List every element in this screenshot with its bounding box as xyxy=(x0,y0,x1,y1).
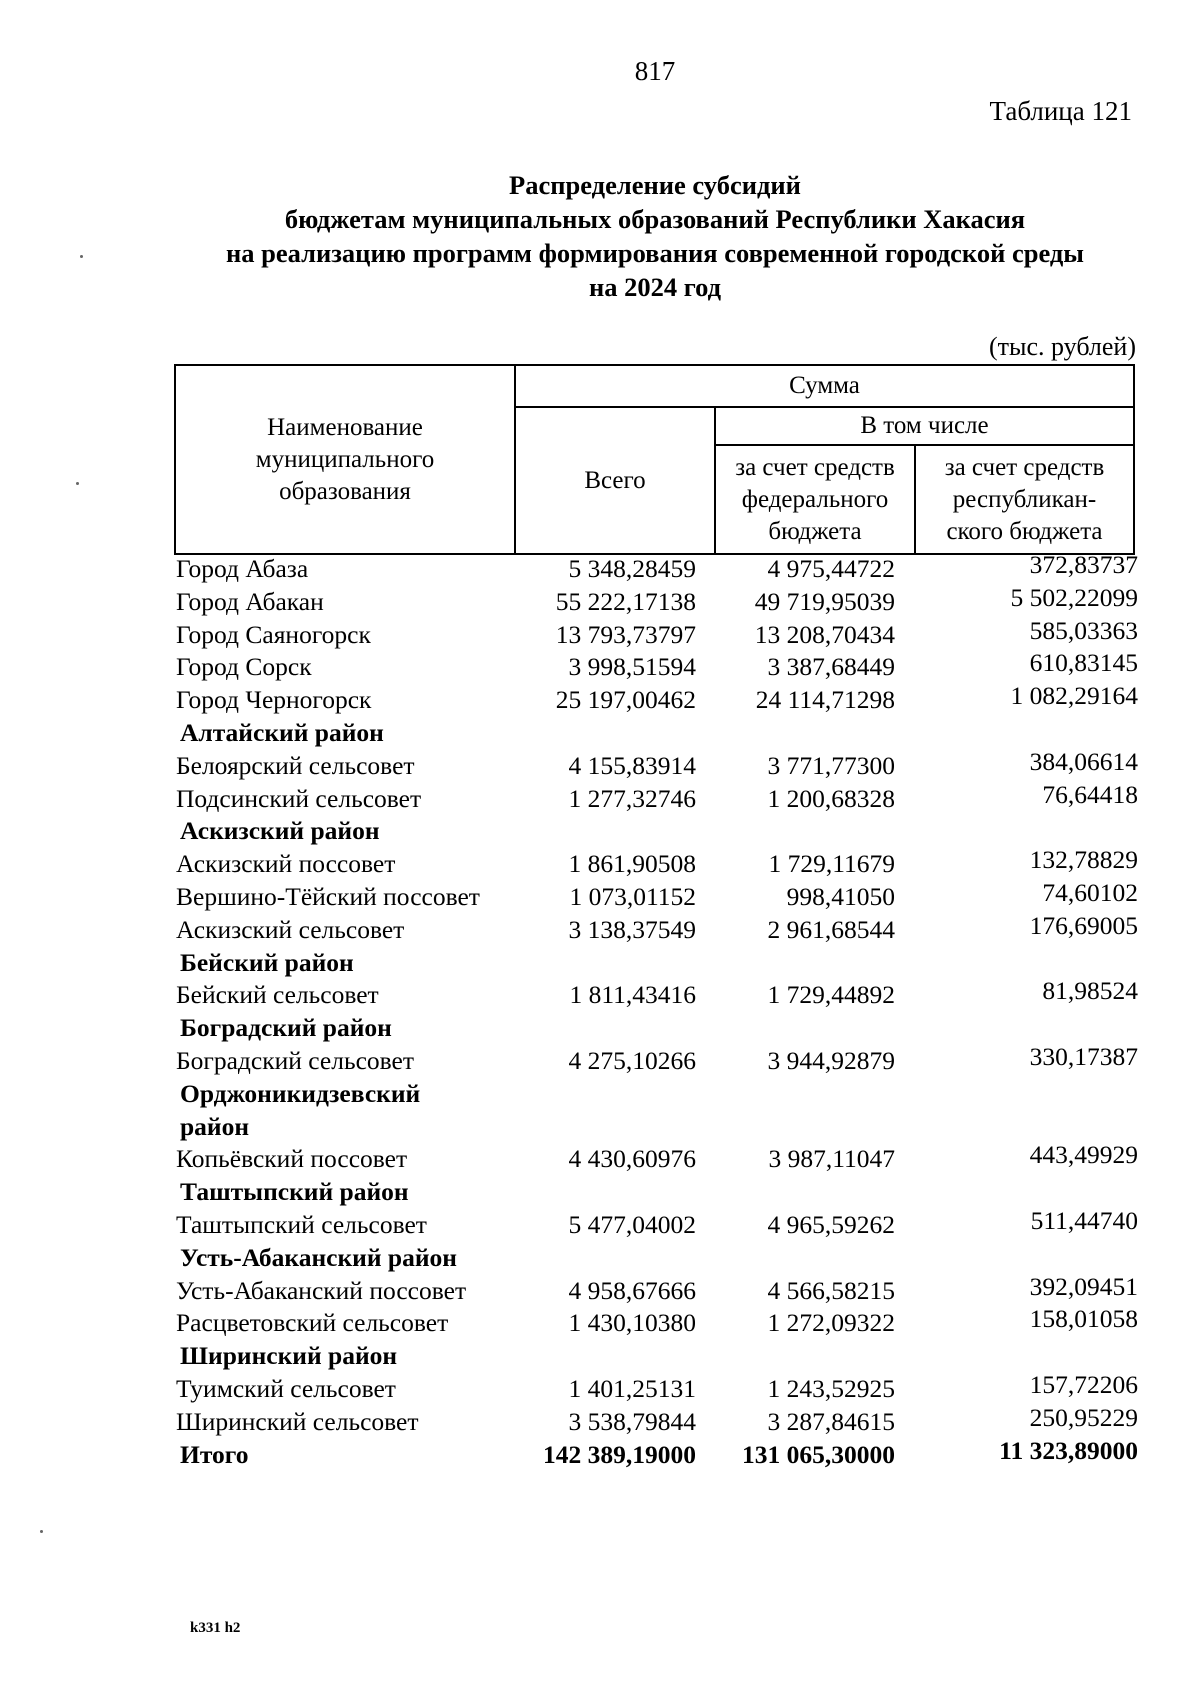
municipality-name: Вершино-Тёйский поссовет xyxy=(176,881,480,911)
municipality-name: Город Саяногорск xyxy=(176,619,371,649)
republic-amount: 610,83145 xyxy=(1029,648,1138,678)
header-federal-line-2: федерального xyxy=(741,485,889,513)
municipality-name: Аскизский сельсовет xyxy=(176,914,405,944)
total-amount: 3 138,37549 xyxy=(568,914,696,944)
section-row xyxy=(174,1176,1140,1209)
table-row xyxy=(174,1205,1140,1242)
total-amount: 1 811,43416 xyxy=(569,980,696,1010)
republic-amount: 5 502,22099 xyxy=(1010,582,1138,612)
federal-amount: 3 287,84615 xyxy=(767,1406,895,1436)
republic-amount: 384,06614 xyxy=(1029,746,1138,776)
table-row xyxy=(174,1369,1140,1406)
table-row xyxy=(174,648,1140,684)
total-amount: 1 861,90508 xyxy=(568,849,696,879)
total-amount: 142 389,19000 xyxy=(543,1439,696,1469)
scan-speck xyxy=(76,482,79,485)
federal-amount: 24 114,71298 xyxy=(755,685,895,715)
scan-speck xyxy=(40,1530,43,1533)
header-republic-line-1: за счет средств xyxy=(944,453,1105,481)
total-amount: 1 073,01152 xyxy=(569,881,696,911)
section-row xyxy=(174,947,1140,980)
header-sum-cell: Сумма xyxy=(515,365,1134,407)
table-row xyxy=(174,976,1140,1012)
republic-amount: 132,78829 xyxy=(1029,845,1138,875)
total-amount: 5 477,04002 xyxy=(568,1209,696,1239)
municipality-name: Ширинский сельсовет xyxy=(176,1406,419,1436)
table-row xyxy=(174,779,1140,816)
footer-code: k331 h2 xyxy=(190,1620,241,1636)
header-republic-line-3: ского бюджета xyxy=(946,517,1103,545)
republic-amount: 1 082,29164 xyxy=(1010,681,1138,711)
republic-amount: 81,98524 xyxy=(1042,976,1138,1006)
header-total-cell: Всего xyxy=(515,407,715,554)
municipality-name: Аскизский поссовет xyxy=(176,849,396,879)
republic-amount: 330,17387 xyxy=(1029,1041,1138,1071)
municipality-name: Город Сорск xyxy=(176,652,312,682)
total-amount: 1 401,25131 xyxy=(568,1373,696,1403)
federal-amount: 4 965,59262 xyxy=(767,1209,895,1239)
header-federal-line-1: за счет средств xyxy=(735,453,895,481)
municipality-name: Подсинский сельсовет xyxy=(176,783,422,813)
total-amount: 4 958,67666 xyxy=(568,1275,696,1305)
total-amount: 1 277,32746 xyxy=(568,783,696,813)
district-name: Аскизский район xyxy=(180,816,380,846)
municipality-name: Таштыпский сельсовет xyxy=(176,1209,427,1239)
table-row xyxy=(174,1304,1140,1340)
table-row xyxy=(174,681,1140,717)
federal-amount: 49 719,95039 xyxy=(754,586,895,616)
table-body xyxy=(174,550,1140,1471)
district-name: Таштыпский район xyxy=(180,1177,409,1207)
section-row xyxy=(174,1111,1140,1144)
municipality-name: Расцветовский сельсовет xyxy=(176,1308,449,1338)
scan-speck xyxy=(80,255,83,258)
federal-amount: 1 243,52925 xyxy=(767,1373,895,1403)
header-republic-cell xyxy=(915,445,1134,554)
total-amount: 25 197,00462 xyxy=(555,685,696,715)
total-amount: 5 348,28459 xyxy=(568,554,696,583)
federal-amount: 998,41050 xyxy=(786,881,895,911)
table-row xyxy=(174,845,1140,881)
district-name: Усть-Абаканский район xyxy=(180,1242,457,1272)
republic-amount: 11 323,89000 xyxy=(999,1435,1138,1465)
total-amount: 4 275,10266 xyxy=(568,1045,696,1075)
republic-amount: 157,72206 xyxy=(1029,1369,1138,1399)
municipality-name: Город Черногорск xyxy=(176,685,372,715)
table-row xyxy=(174,910,1140,947)
total-amount: 4 155,83914 xyxy=(568,750,696,780)
section-row xyxy=(174,1078,1140,1111)
table-row xyxy=(174,1140,1140,1176)
header-republic-line-2: республикан- xyxy=(952,485,1097,513)
table-row xyxy=(174,1402,1140,1439)
table-row xyxy=(174,746,1140,783)
header-name-line-3: образования xyxy=(279,477,411,505)
district-name: Ширинский район xyxy=(180,1341,398,1371)
header-name-line-2: муниципального xyxy=(255,445,435,473)
republic-amount: 585,03363 xyxy=(1029,615,1138,645)
federal-amount: 1 729,11679 xyxy=(768,849,895,879)
republic-amount: 76,64418 xyxy=(1042,779,1138,809)
municipality-name: Туимский сельсовет xyxy=(176,1373,396,1403)
total-amount: 1 430,10380 xyxy=(568,1308,696,1338)
republic-amount: 443,49929 xyxy=(1029,1140,1138,1170)
federal-amount: 1 200,68328 xyxy=(767,783,895,813)
title-line-3: на реализацию программ формирования современной городской среды xyxy=(226,238,1084,268)
federal-amount: 1 272,09322 xyxy=(767,1308,895,1338)
section-row xyxy=(174,1012,1140,1045)
table-row xyxy=(174,615,1140,652)
page-number: 817 xyxy=(634,56,676,86)
republic-amount: 176,69005 xyxy=(1029,910,1138,940)
title-line-4: на 2024 год xyxy=(588,272,722,302)
district-name: Бейский район xyxy=(180,947,354,977)
federal-amount: 1 729,44892 xyxy=(767,980,895,1010)
table-row xyxy=(174,1041,1140,1078)
total-amount: 3 998,51594 xyxy=(568,652,696,682)
municipality-name: Город Абаза xyxy=(176,554,309,583)
federal-amount: 3 987,11047 xyxy=(768,1144,895,1174)
district-name: Орджоникидзевский xyxy=(180,1078,421,1108)
municipality-name: Копьёвский поссовет xyxy=(176,1144,408,1174)
table-row xyxy=(174,877,1140,914)
total-amount: 3 538,79844 xyxy=(568,1406,696,1436)
federal-amount: 3 387,68449 xyxy=(767,652,895,682)
municipality-name: Итого xyxy=(180,1439,249,1469)
total-amount: 13 793,73797 xyxy=(555,619,696,649)
table-row xyxy=(174,550,1140,586)
republic-amount: 392,09451 xyxy=(1029,1271,1138,1301)
header-name-line-1: Наименование xyxy=(267,413,423,441)
header-federal-cell xyxy=(715,445,915,554)
municipality-name: Белоярский сельсовет xyxy=(176,750,415,780)
federal-amount: 3 944,92879 xyxy=(767,1045,895,1075)
header-including-cell: В том числе xyxy=(715,407,1134,445)
federal-amount: 4 975,44722 xyxy=(767,554,895,583)
section-row xyxy=(174,1340,1140,1373)
title-line-1: Распределение субсидий xyxy=(509,170,801,200)
total-row xyxy=(174,1435,1140,1472)
municipality-name: Город Абакан xyxy=(176,586,324,616)
units-label: (тыс. рублей) xyxy=(988,332,1136,361)
title-line-2: бюджетам муниципальных образований Республики Хакасия xyxy=(284,204,1026,234)
federal-amount: 3 771,77300 xyxy=(767,750,895,780)
total-amount: 55 222,17138 xyxy=(555,586,696,616)
section-row xyxy=(174,1242,1140,1275)
district-name: Алтайский район xyxy=(180,717,384,747)
republic-amount: 74,60102 xyxy=(1042,877,1138,907)
municipality-name: Боградский сельсовет xyxy=(176,1045,414,1075)
republic-amount: 372,83737 xyxy=(1029,550,1138,579)
document-title xyxy=(170,168,1140,304)
header-name-cell xyxy=(175,365,515,554)
federal-amount: 4 566,58215 xyxy=(767,1275,895,1305)
municipality-name: Бейский сельсовет xyxy=(176,980,379,1010)
municipality-name: Усть-Абаканский поссовет xyxy=(176,1275,467,1305)
district-name: Боградский район xyxy=(180,1013,392,1043)
republic-amount: 158,01058 xyxy=(1029,1304,1138,1334)
total-amount: 4 430,60976 xyxy=(568,1144,696,1174)
republic-amount: 511,44740 xyxy=(1030,1205,1138,1235)
table-header xyxy=(174,364,1135,555)
federal-amount: 131 065,30000 xyxy=(742,1439,895,1469)
republic-amount: 250,95229 xyxy=(1029,1402,1138,1432)
section-row xyxy=(174,815,1140,848)
table-row xyxy=(174,1271,1140,1308)
federal-amount: 2 961,68544 xyxy=(767,914,895,944)
table-row xyxy=(174,582,1140,619)
federal-amount: 13 208,70434 xyxy=(754,619,895,649)
table-label: Таблица 121 xyxy=(989,96,1132,126)
header-federal-line-3: бюджета xyxy=(768,517,862,545)
district-name: район xyxy=(180,1111,250,1141)
section-row xyxy=(174,717,1140,750)
